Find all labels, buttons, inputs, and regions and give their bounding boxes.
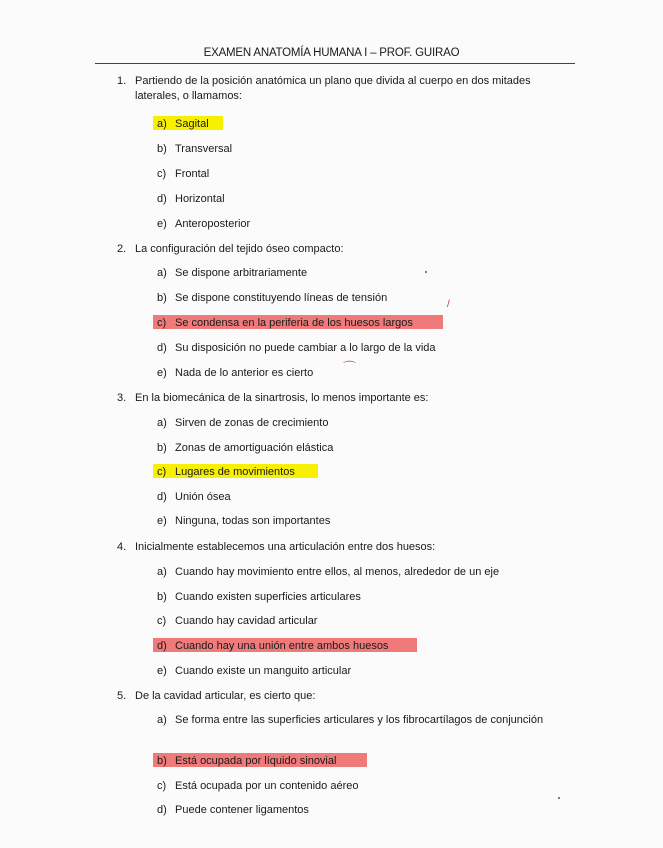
option-text: Horizontal: [175, 193, 225, 205]
option-letter: c): [157, 317, 167, 329]
option-letter: d): [157, 342, 167, 354]
question-number: 2.: [117, 243, 127, 255]
option-text: Unión ósea: [175, 491, 231, 503]
option-letter: e): [157, 218, 167, 230]
question-text: Inicialmente establecemos una articulación entre dos huesos:: [135, 541, 436, 553]
option-text: Transversal: [175, 143, 233, 155]
option-text: Lugares de movimientos: [175, 466, 295, 478]
option-text: Anteroposterior: [175, 218, 251, 230]
option-letter: c): [157, 466, 167, 478]
option-text: Cuando existe un manguito articular: [175, 665, 352, 677]
option-letter: b): [157, 442, 167, 454]
question-text: Partiendo de la posición anatómica un plano que divida al cuerpo en dos mitades laterales, o llamamos:: [135, 75, 531, 102]
option-text: Se condensa en la periferia de los huesos largos: [175, 317, 413, 329]
option-letter: d): [157, 491, 167, 503]
option-text: Cuando hay una unión entre ambos huesos: [175, 640, 389, 652]
option-text: Cuando hay movimiento entre ellos, al menos, alrededor de un eje: [175, 566, 500, 578]
option-text: Se dispone arbitrariamente: [175, 267, 308, 279]
option-letter: e): [157, 665, 167, 677]
option-letter: a): [157, 118, 167, 130]
option-text: Se forma entre las superficies articulares y los fibrocartílagos de conjunción: [175, 714, 544, 726]
option-text: Puede contener ligamentos: [175, 804, 309, 816]
option-letter: e): [157, 367, 167, 379]
question-text: De la cavidad articular, es cierto que:: [135, 690, 316, 702]
exam-title: EXAMEN ANATOMÍA HUMANA I – PROF. GUIRAO: [203, 47, 460, 59]
option-letter: b): [157, 143, 167, 155]
option-letter: b): [157, 591, 167, 603]
option-letter: b): [157, 755, 167, 767]
option-text: Cuando existen superficies articulares: [175, 591, 361, 603]
option-letter: a): [157, 267, 167, 279]
pen-mark: ⌒: [343, 360, 357, 375]
option-text: Su disposición no puede cambiar a lo largo de la vida: [175, 342, 436, 354]
option-text: Está ocupada por un contenido aéreo: [175, 780, 359, 792]
option-text: Sagital: [175, 118, 209, 130]
question-number: 1.: [117, 75, 127, 87]
question-number: 4.: [117, 541, 127, 553]
option-text: Sirven de zonas de crecimiento: [175, 417, 329, 429]
title-divider: [95, 63, 575, 64]
option-text: Cuando hay cavidad articular: [175, 615, 318, 627]
option-text: Está ocupada por líquido sinovial: [175, 755, 337, 767]
option-letter: a): [157, 566, 167, 578]
question-number: 3.: [117, 392, 127, 404]
option-letter: e): [157, 515, 167, 527]
option-letter: a): [157, 417, 167, 429]
option-letter: b): [157, 292, 167, 304]
question-number: 5.: [117, 690, 127, 702]
option-letter: c): [157, 780, 167, 792]
option-text: Frontal: [175, 168, 210, 180]
option-letter: d): [157, 804, 167, 816]
option-text: Zonas de amortiguación elástica: [175, 442, 334, 454]
option-letter: c): [157, 615, 167, 627]
option-letter: d): [157, 193, 167, 205]
question-text: En la biomecánica de la sinartrosis, lo menos importante es:: [135, 392, 429, 404]
option-letter: c): [157, 168, 167, 180]
option-letter: d): [157, 640, 167, 652]
question-text: La configuración del tejido óseo compacto:: [135, 243, 344, 255]
option-text: Se dispone constituyendo líneas de tensión: [175, 292, 388, 304]
stray-dot: [425, 271, 427, 273]
pen-mark: /: [447, 299, 450, 310]
stray-dot: [558, 797, 560, 799]
option-text: Ninguna, todas son importantes: [175, 515, 331, 527]
option-letter: a): [157, 714, 167, 726]
option-text: Nada de lo anterior es cierto: [175, 367, 314, 379]
